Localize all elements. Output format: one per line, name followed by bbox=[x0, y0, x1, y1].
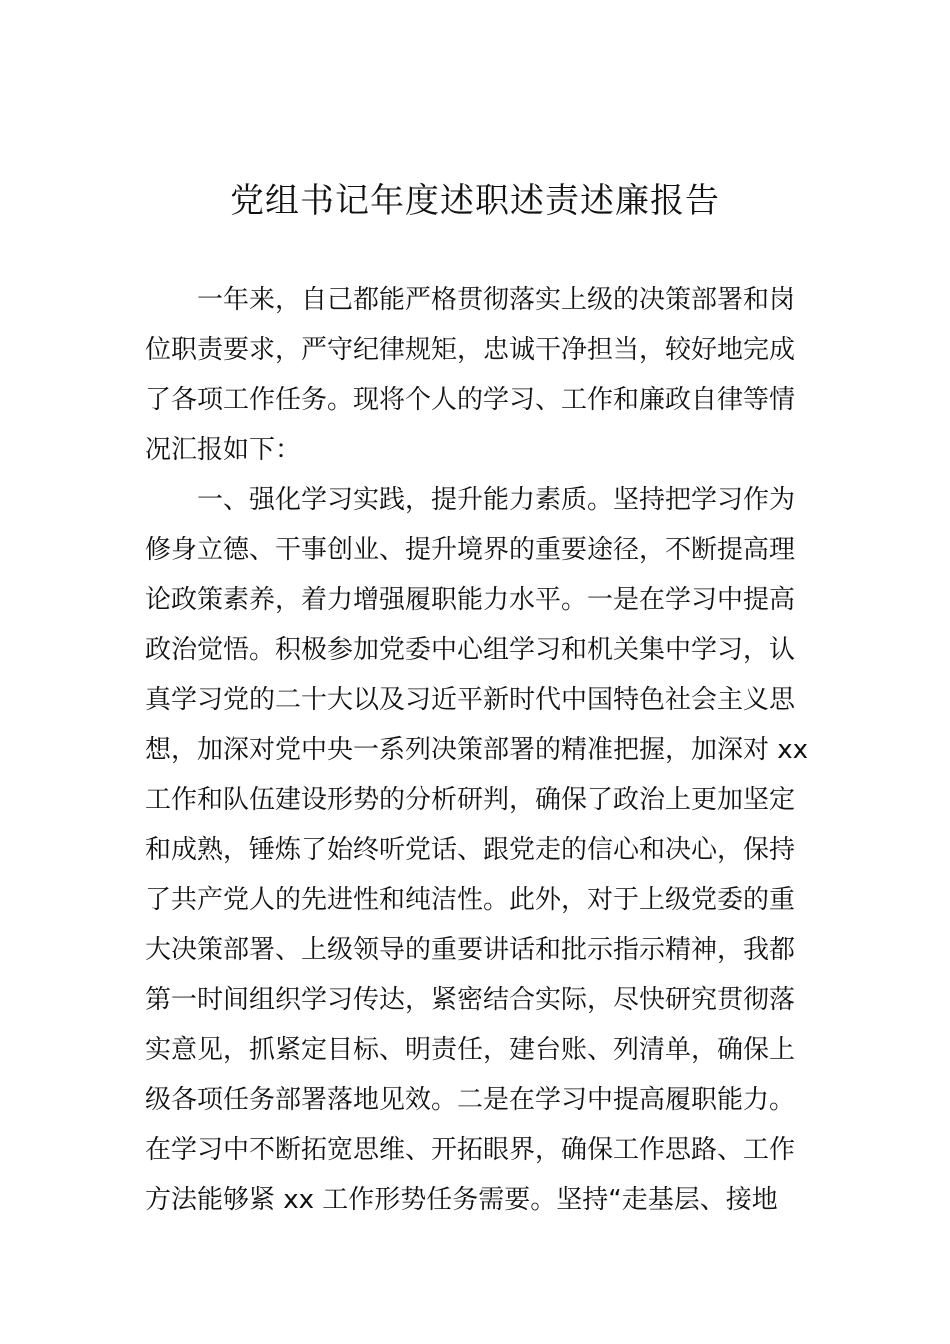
paragraph-line: 一年来，自己都能严格贯彻落实上级的决策部署和岗 bbox=[197, 285, 796, 315]
document-title: 党组书记年度述职述责述廉报告 bbox=[230, 181, 720, 221]
paragraph-line: 真学习党的二十大以及习近平新时代中国特色社会主义思 bbox=[145, 685, 796, 715]
paragraph-line: 在学习中不断拓宽思维、开拓眼界，确保工作思路、工作 bbox=[145, 1135, 796, 1165]
paragraph-line: 工作和队伍建设形势的分析研判，确保了政治上更加坚定 bbox=[145, 785, 796, 815]
paragraph-line: 大决策部署、上级领导的重要讲话和批示指示精神，我都 bbox=[145, 935, 796, 965]
paragraph-intro bbox=[145, 275, 807, 475]
paragraph-line: 况汇报如下： bbox=[145, 435, 302, 465]
paragraph-line: 实意见，抓紧定目标、明责任，建台账、列清单，确保上 bbox=[145, 1035, 796, 1065]
paragraph-line: 了各项工作任务。现将个人的学习、工作和廉政自律等情 bbox=[145, 385, 796, 415]
paragraph-line: 方法能够紧 xx 工作形势任务需要。坚持“走基层、接地 bbox=[145, 1185, 778, 1215]
document-body bbox=[145, 275, 807, 1225]
paragraph-line: 修身立德、干事创业、提升境界的重要途径，不断提高理 bbox=[145, 535, 796, 565]
paragraph-line: 了共产党人的先进性和纯洁性。此外，对于上级党委的重 bbox=[145, 885, 796, 915]
paragraph-line: 第一时间组织学习传达，紧密结合实际，尽快研究贯彻落 bbox=[145, 985, 796, 1015]
paragraph-line: 一、强化学习实践，提升能力素质。坚持把学习作为 bbox=[197, 485, 796, 515]
paragraph-line: 政治觉悟。积极参加党委中心组学习和机关集中学习，认 bbox=[145, 635, 796, 665]
paragraph-line: 论政策素养，着力增强履职能力水平。一是在学习中提高 bbox=[145, 585, 796, 615]
paragraph-line: 想，加深对党中央一系列决策部署的精准把握，加深对 xx bbox=[145, 735, 809, 765]
paragraph-line: 位职责要求，严守纪律规矩，忠诚干净担当，较好地完成 bbox=[145, 335, 796, 365]
paragraph-line: 和成熟，锤炼了始终听党话、跟党走的信心和决心，保持 bbox=[145, 835, 796, 865]
paragraph-line: 级各项任务部署落地见效。二是在学习中提高履职能力。 bbox=[145, 1085, 796, 1115]
paragraph-section-one bbox=[145, 475, 807, 1225]
